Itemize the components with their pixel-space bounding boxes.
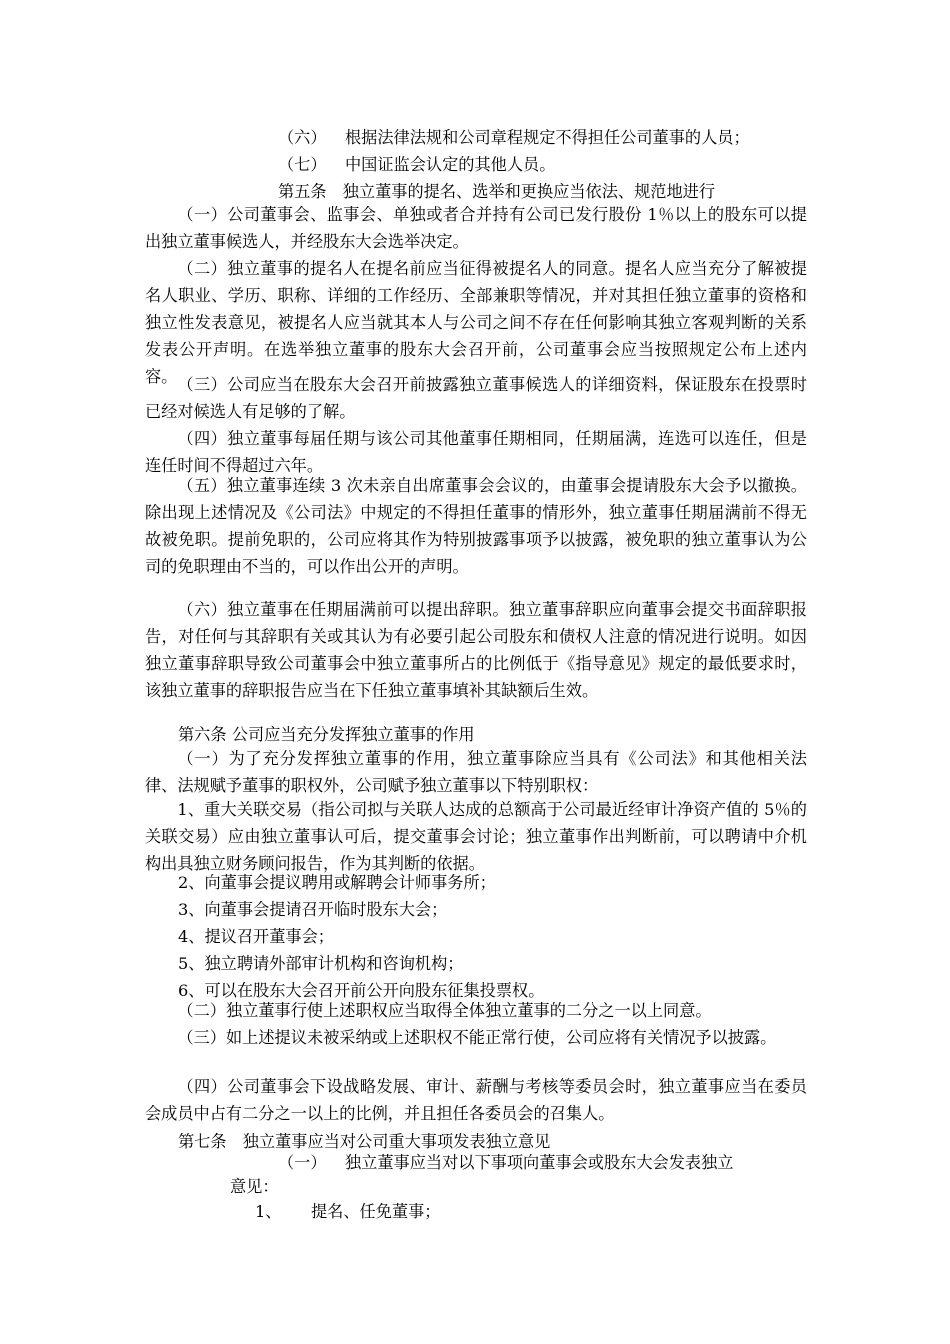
list-item-7-number: （七） xyxy=(278,155,327,174)
paragraph-6-item-1: 1、重大关联交易（指公司拟与关联人达成的总额高于公司最近经审计净资产值的 5％的关联交易）应由独立董事认可后，提交董事会讨论；独立董事作出判断前，可以聘请中介机构出具独立财务顾问报告，作为其判断的依据。 xyxy=(145,800,807,873)
paragraph-5-3: （三）公司应当在股东大会召开前披露独立董事候选人的详细资料，保证股东在投票时已经对候选人有足够的了解。 xyxy=(145,375,807,421)
list-item-7-1-continuation: 意见： xyxy=(230,1177,279,1196)
list-item-6-4: 4、提议召开董事会； xyxy=(178,927,334,946)
list-item-7-1-text: 独立董事应当对以下事项向董事会或股东大会发表独立 xyxy=(345,1153,734,1172)
article-6-heading: 第六条 公司应当充分发挥独立董事的作用 xyxy=(178,725,475,744)
list-item-7-1-number: （一） xyxy=(278,1153,327,1172)
list-item-7-text: 中国证监会认定的其他人员。 xyxy=(345,155,556,174)
list-item-6-number: （六） xyxy=(278,128,327,147)
paragraph-6-1: （一）为了充分发挥独立董事的作用，独立董事除应当具有《公司法》和其他相关法律、法规赋予董事的职权外，公司赋予独立董事以下特别职权： xyxy=(145,749,807,795)
list-item-6-3: 3、向董事会提请召开临时股东大会； xyxy=(178,900,448,919)
paragraph-5-5: （五）独立董事连续 3 次未亲自出席董事会会议的，由董事会提请股东大会予以撤换。除出现上述情况及《公司法》中规定的不得担任董事的情形外，独立董事任期届满前不得无故被免职。提前免职的，公司应将其作为特别披露事项予以披露，被免职的独立董事认为公司的免职理由不当的，可以作出公开的声明。 xyxy=(145,476,807,576)
paragraph-5-4: （四）独立董事每届任期与该公司其他董事任期相同，任期届满，连选可以连任，但是连任时间不得超过六年。 xyxy=(145,429,807,475)
list-item-6-2: 2、向董事会提议聘用或解聘会计师事务所； xyxy=(178,873,496,892)
sub-item-1-number: 1、 xyxy=(255,1202,282,1221)
list-item-6-text: 根据法律法规和公司章程规定不得担任公司董事的人员； xyxy=(345,128,750,147)
paragraph-6-3: （三）如上述提议未被采纳或上述职权不能正常行使，公司应将有关情况予以披露。 xyxy=(177,1028,777,1047)
list-item-6-6: 6、可以在股东大会召开前公开向股东征集投票权。 xyxy=(178,981,545,1000)
paragraph-5-1: （一）公司董事会、监事会、单独或者合并持有公司已发行股份 1％以上的股东可以提出独立董事候选人，并经股东大会选举决定。 xyxy=(145,205,807,251)
list-item-6-5: 5、独立聘请外部审计机构和咨询机构； xyxy=(178,954,464,973)
sub-item-1-text: 提名、任免董事； xyxy=(311,1202,441,1221)
article-5-heading: 第五条 独立董事的提名、选举和更换应当依法、规范地进行 xyxy=(278,182,716,201)
article-7-heading: 第七条 独立董事应当对公司重大事项发表独立意见 xyxy=(178,1132,551,1151)
paragraph-5-2: （二）独立董事的提名人在提名前应当征得被提名人的同意。提名人应当充分了解被提名人职业、学历、职称、详细的工作经历、全部兼职等情况，并对其担任独立董事的资格和独立性发表意见，被提名人应当就其本人与公司之间不存在任何影响其独立客观判断的关系发表公开声明。在选举独立董事的股东大会召开前，公司董事会应当按照规定公布上述内容。 xyxy=(145,259,807,386)
paragraph-6-2: （二）独立董事行使上述职权应当取得全体独立董事的二分之一以上同意。 xyxy=(177,1001,712,1020)
paragraph-6-4: （四）公司董事会下设战略发展、审计、薪酬与考核等委员会时，独立董事应当在委员会成员中占有二分之一以上的比例，并且担任各委员会的召集人。 xyxy=(145,1077,807,1123)
paragraph-5-6: （六）独立董事在任期届满前可以提出辞职。独立董事辞职应向董事会提交书面辞职报告，对任何与其辞职有关或其认为有必要引起公司股东和债权人注意的情况进行说明。如因独立董事辞职导致公司董事会中独立董事所占的比例低于《指导意见》规定的最低要求时，该独立董事的辞职报告应当在下任独立董事填补其缺额后生效。 xyxy=(145,600,807,700)
